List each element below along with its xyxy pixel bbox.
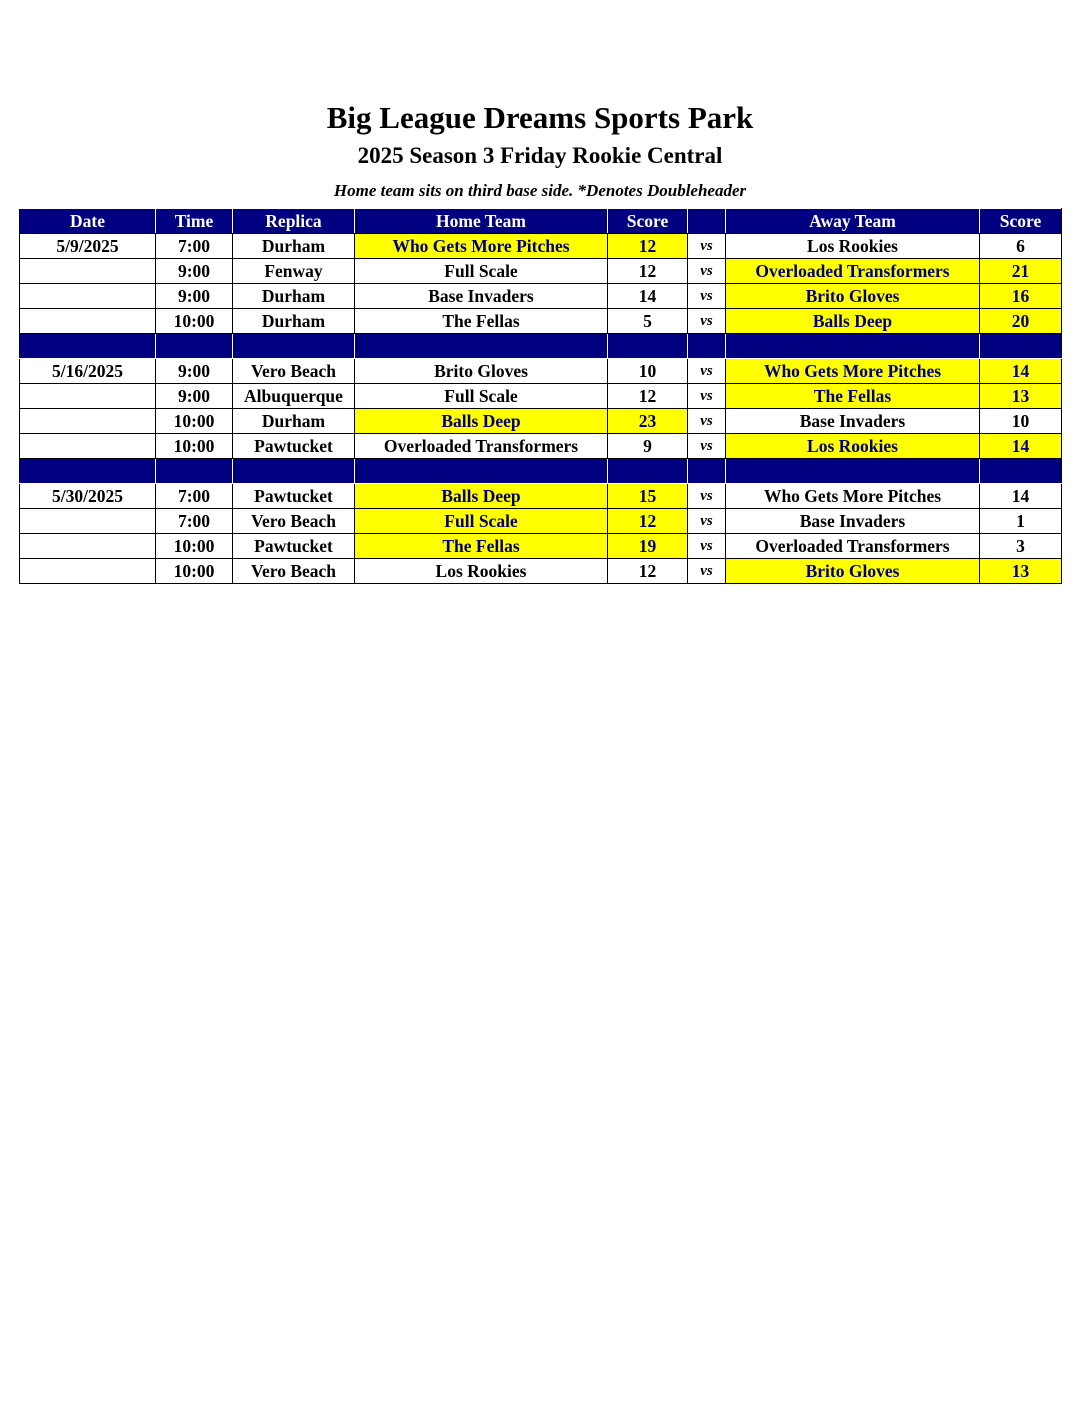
away-team: The Fellas [726, 384, 980, 409]
home-score: 23 [608, 409, 688, 434]
vs-label: vs [688, 559, 726, 584]
home-team: Brito Gloves [355, 359, 608, 384]
table-row [20, 534, 1062, 559]
home-team: Full Scale [355, 509, 608, 534]
game-replica: Vero Beach [233, 359, 355, 384]
game-time: 10:00 [156, 559, 233, 584]
home-team: Balls Deep [355, 409, 608, 434]
separator-cell [980, 459, 1062, 484]
table-row [20, 259, 1062, 284]
table-row [20, 559, 1062, 584]
game-replica: Albuquerque [233, 384, 355, 409]
separator-cell [233, 334, 355, 359]
game-date [20, 434, 156, 459]
table-header-row [20, 209, 1062, 234]
game-time: 9:00 [156, 259, 233, 284]
vs-label: vs [688, 534, 726, 559]
table-row [20, 484, 1062, 509]
game-replica: Vero Beach [233, 509, 355, 534]
home-team: Balls Deep [355, 484, 608, 509]
vs-label: vs [688, 284, 726, 309]
away-score: 14 [980, 434, 1062, 459]
away-score: 10 [980, 409, 1062, 434]
away-score: 14 [980, 359, 1062, 384]
game-replica: Durham [233, 284, 355, 309]
home-score: 12 [608, 559, 688, 584]
separator-cell [688, 459, 726, 484]
game-replica: Pawtucket [233, 484, 355, 509]
separator-cell [156, 334, 233, 359]
home-team: Overloaded Transformers [355, 434, 608, 459]
away-score: 3 [980, 534, 1062, 559]
column-header-time: Time [156, 209, 233, 234]
vs-label: vs [688, 484, 726, 509]
away-team: Base Invaders [726, 509, 980, 534]
game-date: 5/16/2025 [20, 359, 156, 384]
separator-cell [355, 334, 608, 359]
home-score: 5 [608, 309, 688, 334]
separator-cell [156, 459, 233, 484]
separator-cell [608, 459, 688, 484]
table-row [20, 409, 1062, 434]
vs-label: vs [688, 309, 726, 334]
game-date [20, 534, 156, 559]
game-date [20, 309, 156, 334]
vs-label: vs [688, 434, 726, 459]
away-team: Balls Deep [726, 309, 980, 334]
away-team: Brito Gloves [726, 559, 980, 584]
game-replica: Vero Beach [233, 559, 355, 584]
home-score: 12 [608, 234, 688, 259]
column-header-replica: Replica [233, 209, 355, 234]
home-score: 15 [608, 484, 688, 509]
table-row [20, 284, 1062, 309]
home-score: 12 [608, 509, 688, 534]
schedule-body [20, 234, 1062, 584]
home-score: 12 [608, 259, 688, 284]
separator-cell [688, 334, 726, 359]
home-score: 19 [608, 534, 688, 559]
week-separator-row [20, 334, 1062, 359]
table-row [20, 509, 1062, 534]
game-time: 7:00 [156, 484, 233, 509]
away-score: 20 [980, 309, 1062, 334]
away-score: 13 [980, 559, 1062, 584]
table-row [20, 359, 1062, 384]
game-replica: Pawtucket [233, 434, 355, 459]
separator-cell [20, 459, 156, 484]
game-time: 9:00 [156, 359, 233, 384]
vs-label: vs [688, 259, 726, 284]
home-score: 12 [608, 384, 688, 409]
away-score: 14 [980, 484, 1062, 509]
week-separator-row [20, 459, 1062, 484]
game-time: 9:00 [156, 284, 233, 309]
game-date [20, 509, 156, 534]
game-time: 7:00 [156, 509, 233, 534]
home-score: 14 [608, 284, 688, 309]
game-date [20, 409, 156, 434]
away-team: Overloaded Transformers [726, 534, 980, 559]
away-team: Overloaded Transformers [726, 259, 980, 284]
separator-cell [233, 459, 355, 484]
away-team: Base Invaders [726, 409, 980, 434]
game-time: 9:00 [156, 384, 233, 409]
vs-label: vs [688, 509, 726, 534]
away-score: 1 [980, 509, 1062, 534]
home-team: Full Scale [355, 384, 608, 409]
game-time: 7:00 [156, 234, 233, 259]
home-team: The Fellas [355, 309, 608, 334]
away-team: Who Gets More Pitches [726, 359, 980, 384]
away-score: 16 [980, 284, 1062, 309]
column-header-date: Date [20, 209, 156, 234]
column-header-vs [688, 209, 726, 234]
separator-cell [726, 459, 980, 484]
home-team: Who Gets More Pitches [355, 234, 608, 259]
game-replica: Fenway [233, 259, 355, 284]
away-score: 6 [980, 234, 1062, 259]
vs-label: vs [688, 359, 726, 384]
column-header-home-team: Home Team [355, 209, 608, 234]
home-score: 9 [608, 434, 688, 459]
home-team: Base Invaders [355, 284, 608, 309]
page-subtitle: 2025 Season 3 Friday Rookie Central [357, 143, 723, 168]
game-replica: Durham [233, 309, 355, 334]
away-team: Who Gets More Pitches [726, 484, 980, 509]
away-score: 13 [980, 384, 1062, 409]
separator-cell [20, 334, 156, 359]
home-team: Los Rookies [355, 559, 608, 584]
separator-cell [980, 334, 1062, 359]
game-time: 10:00 [156, 434, 233, 459]
table-row [20, 434, 1062, 459]
game-date: 5/9/2025 [20, 234, 156, 259]
separator-cell [608, 334, 688, 359]
game-time: 10:00 [156, 409, 233, 434]
home-team: Full Scale [355, 259, 608, 284]
game-replica: Pawtucket [233, 534, 355, 559]
game-replica: Durham [233, 234, 355, 259]
game-time: 10:00 [156, 534, 233, 559]
away-team: Brito Gloves [726, 284, 980, 309]
vs-label: vs [688, 409, 726, 434]
home-score: 10 [608, 359, 688, 384]
schedule-table [19, 208, 1062, 584]
schedule-note: Home team sits on third base side. *Denotes Doubleheader [333, 181, 747, 200]
separator-cell [726, 334, 980, 359]
game-time: 10:00 [156, 309, 233, 334]
table-row [20, 309, 1062, 334]
column-header-away-score: Score [980, 209, 1062, 234]
game-date [20, 559, 156, 584]
away-team: Los Rookies [726, 434, 980, 459]
separator-cell [355, 459, 608, 484]
table-row [20, 384, 1062, 409]
game-date [20, 384, 156, 409]
home-team: The Fellas [355, 534, 608, 559]
vs-label: vs [688, 384, 726, 409]
away-score: 21 [980, 259, 1062, 284]
column-header-away-team: Away Team [726, 209, 980, 234]
game-date [20, 259, 156, 284]
game-date: 5/30/2025 [20, 484, 156, 509]
table-row [20, 234, 1062, 259]
away-team: Los Rookies [726, 234, 980, 259]
game-date [20, 284, 156, 309]
game-replica: Durham [233, 409, 355, 434]
vs-label: vs [688, 234, 726, 259]
page-title: Big League Dreams Sports Park [326, 100, 754, 135]
column-header-home-score: Score [608, 209, 688, 234]
